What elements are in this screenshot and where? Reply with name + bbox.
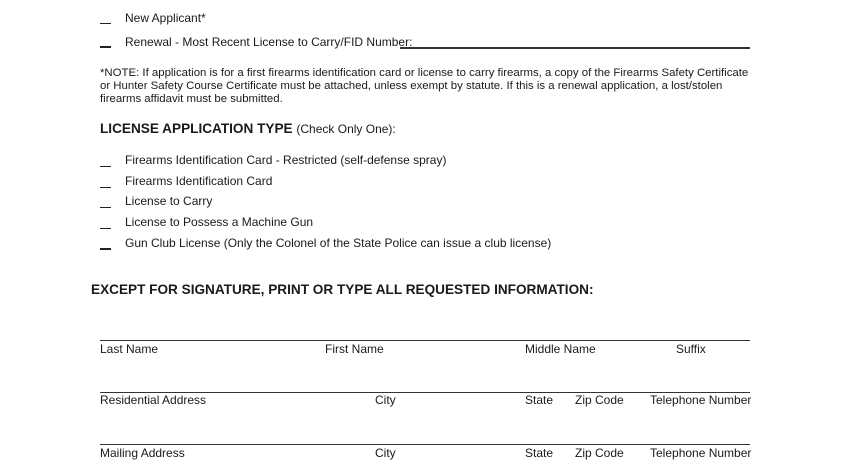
option-checkbox[interactable]: [100, 186, 111, 188]
state-label: State: [525, 446, 554, 460]
city-label: City: [375, 393, 396, 407]
middle-name-label: Middle Name: [525, 342, 596, 356]
new-applicant-label: New Applicant*: [125, 11, 206, 25]
zip-label: Zip Code: [575, 446, 624, 460]
option-checkbox[interactable]: [100, 206, 111, 208]
option-checkbox[interactable]: [100, 247, 111, 250]
mailing-address-label: Mailing Address: [100, 446, 185, 460]
city-label: City: [375, 446, 396, 460]
zip-label: Zip Code: [575, 393, 624, 407]
note-text: *NOTE: If application is for a first firearms identification card or license to carry firearms, a copy of the Firearms Safety Certificate or Hunter Safety Course Certificate must be attached, unless exempt by statute. If this is a renewal application, a lost/stolen firearms affidavit must be submitted.: [100, 67, 749, 106]
option-label: License to Possess a Machine Gun: [125, 215, 314, 229]
mailing-line[interactable]: [100, 444, 750, 445]
option-label: Firearms Identification Card: [125, 174, 273, 188]
first-name-label: First Name: [325, 342, 384, 356]
last-name-label: Last Name: [100, 342, 159, 356]
residential-address-label: Residential Address: [100, 393, 207, 407]
telephone-label: Telephone Number: [650, 446, 752, 460]
telephone-label: Telephone Number: [650, 393, 752, 407]
info-heading: EXCEPT FOR SIGNATURE, PRINT OR TYPE ALL REQUESTED INFORMATION:: [91, 282, 594, 297]
option-label: Firearms Identification Card - Restricted (self-defense spray): [125, 153, 447, 167]
suffix-label: Suffix: [676, 342, 706, 356]
name-line[interactable]: [100, 340, 750, 341]
option-checkbox[interactable]: [100, 227, 111, 229]
license-type-subtitle: (Check Only One):: [296, 122, 396, 136]
state-label: State: [525, 393, 554, 407]
license-type-heading: [100, 121, 396, 136]
new-applicant-checkbox[interactable]: [100, 22, 111, 24]
renewal-number-field[interactable]: [400, 47, 750, 49]
option-checkbox[interactable]: [100, 165, 111, 167]
renewal-label: Renewal - Most Recent License to Carry/FID Number:: [125, 35, 413, 49]
license-type-title: LICENSE APPLICATION TYPE: [100, 121, 293, 136]
option-label: Gun Club License (Only the Colonel of the State Police can issue a club license): [125, 236, 552, 250]
renewal-checkbox[interactable]: [100, 45, 111, 48]
option-label: License to Carry: [125, 194, 213, 208]
